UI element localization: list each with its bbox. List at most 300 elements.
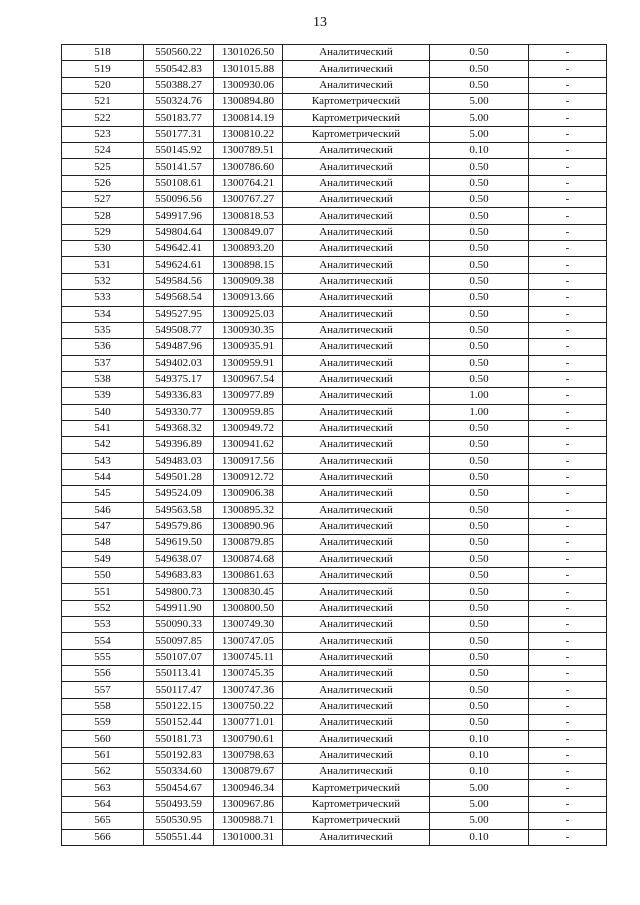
accuracy-cell: 0.50 — [430, 584, 529, 600]
accuracy-cell: 0.50 — [430, 698, 529, 714]
coordinates-table-body — [62, 45, 607, 846]
description-cell: - — [529, 339, 607, 355]
y-coordinate-cell: 1300786.60 — [214, 159, 283, 175]
point-number-cell: 560 — [62, 731, 144, 747]
description-cell: - — [529, 584, 607, 600]
point-number-cell: 563 — [62, 780, 144, 796]
description-cell: - — [529, 486, 607, 502]
table-row — [62, 747, 607, 763]
description-cell: - — [529, 61, 607, 77]
description-cell: - — [529, 747, 607, 763]
accuracy-cell: 1.00 — [430, 388, 529, 404]
method-cell: Картометрический — [283, 110, 430, 126]
method-cell: Аналитический — [283, 829, 430, 845]
x-coordinate-cell: 550096.56 — [144, 192, 214, 208]
x-coordinate-cell: 549330.77 — [144, 404, 214, 420]
y-coordinate-cell: 1300941.62 — [214, 437, 283, 453]
description-cell: - — [529, 698, 607, 714]
point-number-cell: 566 — [62, 829, 144, 845]
accuracy-cell: 0.50 — [430, 371, 529, 387]
method-cell: Аналитический — [283, 584, 430, 600]
x-coordinate-cell: 549683.83 — [144, 568, 214, 584]
method-cell: Аналитический — [283, 322, 430, 338]
table-row — [62, 649, 607, 665]
method-cell: Аналитический — [283, 666, 430, 682]
point-number-cell: 530 — [62, 241, 144, 257]
point-number-cell: 527 — [62, 192, 144, 208]
table-row — [62, 388, 607, 404]
y-coordinate-cell: 1301026.50 — [214, 45, 283, 61]
x-coordinate-cell: 550177.31 — [144, 126, 214, 142]
x-coordinate-cell: 550560.22 — [144, 45, 214, 61]
method-cell: Аналитический — [283, 502, 430, 518]
method-cell: Аналитический — [283, 273, 430, 289]
description-cell: - — [529, 126, 607, 142]
description-cell: - — [529, 143, 607, 159]
table-row — [62, 404, 607, 420]
accuracy-cell: 0.50 — [430, 486, 529, 502]
point-number-cell: 545 — [62, 486, 144, 502]
y-coordinate-cell: 1301015.88 — [214, 61, 283, 77]
y-coordinate-cell: 1300767.27 — [214, 192, 283, 208]
table-row — [62, 61, 607, 77]
description-cell: - — [529, 780, 607, 796]
x-coordinate-cell: 550141.57 — [144, 159, 214, 175]
description-cell: - — [529, 453, 607, 469]
accuracy-cell: 5.00 — [430, 110, 529, 126]
method-cell: Аналитический — [283, 437, 430, 453]
table-row — [62, 339, 607, 355]
table-row — [62, 257, 607, 273]
description-cell: - — [529, 273, 607, 289]
description-cell: - — [529, 420, 607, 436]
accuracy-cell: 0.50 — [430, 715, 529, 731]
x-coordinate-cell: 549483.03 — [144, 453, 214, 469]
accuracy-cell: 0.50 — [430, 61, 529, 77]
accuracy-cell: 0.50 — [430, 649, 529, 665]
table-row — [62, 535, 607, 551]
accuracy-cell: 0.50 — [430, 257, 529, 273]
x-coordinate-cell: 550183.77 — [144, 110, 214, 126]
table-row — [62, 306, 607, 322]
accuracy-cell: 0.50 — [430, 339, 529, 355]
y-coordinate-cell: 1300935.91 — [214, 339, 283, 355]
point-number-cell: 540 — [62, 404, 144, 420]
x-coordinate-cell: 549368.32 — [144, 420, 214, 436]
table-row — [62, 518, 607, 534]
y-coordinate-cell: 1300894.80 — [214, 94, 283, 110]
x-coordinate-cell: 550152.44 — [144, 715, 214, 731]
description-cell: - — [529, 159, 607, 175]
description-cell: - — [529, 404, 607, 420]
accuracy-cell: 5.00 — [430, 94, 529, 110]
method-cell: Аналитический — [283, 682, 430, 698]
description-cell: - — [529, 813, 607, 829]
description-cell: - — [529, 617, 607, 633]
accuracy-cell: 0.50 — [430, 159, 529, 175]
description-cell: - — [529, 371, 607, 387]
x-coordinate-cell: 550454.67 — [144, 780, 214, 796]
point-number-cell: 548 — [62, 535, 144, 551]
x-coordinate-cell: 549336.83 — [144, 388, 214, 404]
method-cell: Аналитический — [283, 568, 430, 584]
accuracy-cell: 0.50 — [430, 437, 529, 453]
x-coordinate-cell: 549375.17 — [144, 371, 214, 387]
description-cell: - — [529, 764, 607, 780]
accuracy-cell: 0.50 — [430, 273, 529, 289]
description-cell: - — [529, 110, 607, 126]
method-cell: Аналитический — [283, 453, 430, 469]
y-coordinate-cell: 1300895.32 — [214, 502, 283, 518]
point-number-cell: 529 — [62, 224, 144, 240]
point-number-cell: 561 — [62, 747, 144, 763]
accuracy-cell: 0.50 — [430, 241, 529, 257]
table-row — [62, 469, 607, 485]
accuracy-cell: 0.50 — [430, 453, 529, 469]
table-row — [62, 45, 607, 61]
description-cell: - — [529, 77, 607, 93]
method-cell: Аналитический — [283, 518, 430, 534]
point-number-cell: 521 — [62, 94, 144, 110]
x-coordinate-cell: 549619.50 — [144, 535, 214, 551]
coordinates-table — [61, 44, 607, 846]
table-row — [62, 780, 607, 796]
point-number-cell: 544 — [62, 469, 144, 485]
y-coordinate-cell: 1300925.03 — [214, 306, 283, 322]
accuracy-cell: 0.50 — [430, 45, 529, 61]
y-coordinate-cell: 1300967.54 — [214, 371, 283, 387]
method-cell: Аналитический — [283, 241, 430, 257]
y-coordinate-cell: 1300764.21 — [214, 175, 283, 191]
accuracy-cell: 0.50 — [430, 666, 529, 682]
table-row — [62, 698, 607, 714]
method-cell: Аналитический — [283, 257, 430, 273]
method-cell: Картометрический — [283, 813, 430, 829]
x-coordinate-cell: 549568.54 — [144, 290, 214, 306]
table-row — [62, 192, 607, 208]
y-coordinate-cell: 1300750.22 — [214, 698, 283, 714]
description-cell: - — [529, 192, 607, 208]
table-row — [62, 764, 607, 780]
y-coordinate-cell: 1300747.36 — [214, 682, 283, 698]
table-row — [62, 290, 607, 306]
table-row — [62, 584, 607, 600]
accuracy-cell: 0.50 — [430, 355, 529, 371]
description-cell: - — [529, 208, 607, 224]
method-cell: Аналитический — [283, 486, 430, 502]
y-coordinate-cell: 1300745.11 — [214, 649, 283, 665]
table-row — [62, 682, 607, 698]
description-cell: - — [529, 731, 607, 747]
description-cell: - — [529, 257, 607, 273]
point-number-cell: 556 — [62, 666, 144, 682]
point-number-cell: 549 — [62, 551, 144, 567]
table-row — [62, 94, 607, 110]
method-cell: Аналитический — [283, 731, 430, 747]
method-cell: Аналитический — [283, 747, 430, 763]
table-row — [62, 502, 607, 518]
accuracy-cell: 0.50 — [430, 306, 529, 322]
x-coordinate-cell: 550530.95 — [144, 813, 214, 829]
y-coordinate-cell: 1301000.31 — [214, 829, 283, 845]
accuracy-cell: 0.50 — [430, 420, 529, 436]
y-coordinate-cell: 1300988.71 — [214, 813, 283, 829]
point-number-cell: 528 — [62, 208, 144, 224]
table-row — [62, 813, 607, 829]
y-coordinate-cell: 1300890.96 — [214, 518, 283, 534]
description-cell: - — [529, 568, 607, 584]
accuracy-cell: 5.00 — [430, 780, 529, 796]
x-coordinate-cell: 549563.58 — [144, 502, 214, 518]
description-cell: - — [529, 715, 607, 731]
y-coordinate-cell: 1300849.07 — [214, 224, 283, 240]
accuracy-cell: 0.50 — [430, 77, 529, 93]
description-cell: - — [529, 306, 607, 322]
accuracy-cell: 5.00 — [430, 813, 529, 829]
point-number-cell: 531 — [62, 257, 144, 273]
description-cell: - — [529, 290, 607, 306]
accuracy-cell: 0.50 — [430, 208, 529, 224]
accuracy-cell: 5.00 — [430, 796, 529, 812]
point-number-cell: 535 — [62, 322, 144, 338]
y-coordinate-cell: 1300977.89 — [214, 388, 283, 404]
description-cell: - — [529, 241, 607, 257]
page-number: 13 — [313, 15, 327, 30]
method-cell: Аналитический — [283, 159, 430, 175]
table-row — [62, 224, 607, 240]
x-coordinate-cell: 549624.61 — [144, 257, 214, 273]
description-cell: - — [529, 796, 607, 812]
y-coordinate-cell: 1300946.34 — [214, 780, 283, 796]
point-number-cell: 524 — [62, 143, 144, 159]
method-cell: Аналитический — [283, 535, 430, 551]
x-coordinate-cell: 549804.64 — [144, 224, 214, 240]
method-cell: Аналитический — [283, 45, 430, 61]
y-coordinate-cell: 1300771.01 — [214, 715, 283, 731]
point-number-cell: 538 — [62, 371, 144, 387]
y-coordinate-cell: 1300913.66 — [214, 290, 283, 306]
accuracy-cell: 1.00 — [430, 404, 529, 420]
point-number-cell: 551 — [62, 584, 144, 600]
y-coordinate-cell: 1300861.63 — [214, 568, 283, 584]
table-row — [62, 241, 607, 257]
description-cell: - — [529, 649, 607, 665]
table-row — [62, 77, 607, 93]
accuracy-cell: 0.50 — [430, 469, 529, 485]
table-row — [62, 600, 607, 616]
point-number-cell: 562 — [62, 764, 144, 780]
y-coordinate-cell: 1300789.51 — [214, 143, 283, 159]
method-cell: Аналитический — [283, 404, 430, 420]
x-coordinate-cell: 550551.44 — [144, 829, 214, 845]
table-row — [62, 486, 607, 502]
method-cell: Аналитический — [283, 175, 430, 191]
accuracy-cell: 0.50 — [430, 551, 529, 567]
method-cell: Аналитический — [283, 192, 430, 208]
x-coordinate-cell: 550145.92 — [144, 143, 214, 159]
table-row — [62, 437, 607, 453]
y-coordinate-cell: 1300810.22 — [214, 126, 283, 142]
method-cell: Картометрический — [283, 780, 430, 796]
accuracy-cell: 0.50 — [430, 518, 529, 534]
table-row — [62, 322, 607, 338]
accuracy-cell: 0.50 — [430, 535, 529, 551]
y-coordinate-cell: 1300749.30 — [214, 617, 283, 633]
accuracy-cell: 0.50 — [430, 633, 529, 649]
table-row — [62, 715, 607, 731]
y-coordinate-cell: 1300747.05 — [214, 633, 283, 649]
x-coordinate-cell: 550090.33 — [144, 617, 214, 633]
point-number-cell: 522 — [62, 110, 144, 126]
y-coordinate-cell: 1300959.91 — [214, 355, 283, 371]
point-number-cell: 559 — [62, 715, 144, 731]
point-number-cell: 519 — [62, 61, 144, 77]
accuracy-cell: 0.50 — [430, 568, 529, 584]
y-coordinate-cell: 1300879.85 — [214, 535, 283, 551]
x-coordinate-cell: 549642.41 — [144, 241, 214, 257]
point-number-cell: 546 — [62, 502, 144, 518]
description-cell: - — [529, 355, 607, 371]
point-number-cell: 542 — [62, 437, 144, 453]
y-coordinate-cell: 1300917.56 — [214, 453, 283, 469]
method-cell: Аналитический — [283, 388, 430, 404]
point-number-cell: 523 — [62, 126, 144, 142]
point-number-cell: 558 — [62, 698, 144, 714]
table-row — [62, 273, 607, 289]
x-coordinate-cell: 550334.60 — [144, 764, 214, 780]
table-row — [62, 731, 607, 747]
accuracy-cell: 0.50 — [430, 600, 529, 616]
y-coordinate-cell: 1300898.15 — [214, 257, 283, 273]
point-number-cell: 536 — [62, 339, 144, 355]
y-coordinate-cell: 1300959.85 — [214, 404, 283, 420]
description-cell: - — [529, 682, 607, 698]
x-coordinate-cell: 549584.56 — [144, 273, 214, 289]
accuracy-cell: 5.00 — [430, 126, 529, 142]
method-cell: Аналитический — [283, 764, 430, 780]
x-coordinate-cell: 549527.95 — [144, 306, 214, 322]
y-coordinate-cell: 1300967.86 — [214, 796, 283, 812]
x-coordinate-cell: 549638.07 — [144, 551, 214, 567]
method-cell: Аналитический — [283, 224, 430, 240]
x-coordinate-cell: 549501.28 — [144, 469, 214, 485]
point-number-cell: 537 — [62, 355, 144, 371]
accuracy-cell: 0.50 — [430, 682, 529, 698]
method-cell: Аналитический — [283, 600, 430, 616]
x-coordinate-cell: 550122.15 — [144, 698, 214, 714]
method-cell: Аналитический — [283, 715, 430, 731]
y-coordinate-cell: 1300818.53 — [214, 208, 283, 224]
y-coordinate-cell: 1300790.61 — [214, 731, 283, 747]
point-number-cell: 543 — [62, 453, 144, 469]
table-row — [62, 796, 607, 812]
method-cell: Аналитический — [283, 371, 430, 387]
y-coordinate-cell: 1300930.35 — [214, 322, 283, 338]
accuracy-cell: 0.10 — [430, 829, 529, 845]
table-row — [62, 159, 607, 175]
method-cell: Аналитический — [283, 551, 430, 567]
description-cell: - — [529, 518, 607, 534]
point-number-cell: 552 — [62, 600, 144, 616]
description-cell: - — [529, 45, 607, 61]
x-coordinate-cell: 550493.59 — [144, 796, 214, 812]
method-cell: Аналитический — [283, 290, 430, 306]
accuracy-cell: 0.10 — [430, 764, 529, 780]
x-coordinate-cell: 550117.47 — [144, 682, 214, 698]
y-coordinate-cell: 1300814.19 — [214, 110, 283, 126]
x-coordinate-cell: 549800.73 — [144, 584, 214, 600]
point-number-cell: 555 — [62, 649, 144, 665]
accuracy-cell: 0.10 — [430, 143, 529, 159]
point-number-cell: 541 — [62, 420, 144, 436]
method-cell: Аналитический — [283, 617, 430, 633]
y-coordinate-cell: 1300879.67 — [214, 764, 283, 780]
table-row — [62, 568, 607, 584]
table-row — [62, 420, 607, 436]
method-cell: Картометрический — [283, 796, 430, 812]
y-coordinate-cell: 1300798.63 — [214, 747, 283, 763]
point-number-cell: 518 — [62, 45, 144, 61]
x-coordinate-cell: 550181.73 — [144, 731, 214, 747]
point-number-cell: 525 — [62, 159, 144, 175]
method-cell: Аналитический — [283, 143, 430, 159]
description-cell: - — [529, 600, 607, 616]
x-coordinate-cell: 549917.96 — [144, 208, 214, 224]
table-row — [62, 355, 607, 371]
description-cell: - — [529, 388, 607, 404]
point-number-cell: 553 — [62, 617, 144, 633]
method-cell: Картометрический — [283, 94, 430, 110]
x-coordinate-cell: 549524.09 — [144, 486, 214, 502]
x-coordinate-cell: 550324.76 — [144, 94, 214, 110]
x-coordinate-cell: 550192.83 — [144, 747, 214, 763]
x-coordinate-cell: 549508.77 — [144, 322, 214, 338]
description-cell: - — [529, 633, 607, 649]
method-cell: Аналитический — [283, 208, 430, 224]
method-cell: Аналитический — [283, 339, 430, 355]
table-row — [62, 208, 607, 224]
point-number-cell: 565 — [62, 813, 144, 829]
description-cell: - — [529, 322, 607, 338]
y-coordinate-cell: 1300893.20 — [214, 241, 283, 257]
accuracy-cell: 0.50 — [430, 175, 529, 191]
accuracy-cell: 0.50 — [430, 502, 529, 518]
x-coordinate-cell: 550108.61 — [144, 175, 214, 191]
description-cell: - — [529, 469, 607, 485]
x-coordinate-cell: 550107.07 — [144, 649, 214, 665]
method-cell: Картометрический — [283, 126, 430, 142]
description-cell: - — [529, 437, 607, 453]
description-cell: - — [529, 502, 607, 518]
y-coordinate-cell: 1300949.72 — [214, 420, 283, 436]
accuracy-cell: 0.50 — [430, 192, 529, 208]
table-row — [62, 551, 607, 567]
accuracy-cell: 0.50 — [430, 617, 529, 633]
accuracy-cell: 0.50 — [430, 290, 529, 306]
y-coordinate-cell: 1300930.06 — [214, 77, 283, 93]
accuracy-cell: 0.50 — [430, 224, 529, 240]
point-number-cell: 564 — [62, 796, 144, 812]
y-coordinate-cell: 1300906.38 — [214, 486, 283, 502]
table-row — [62, 617, 607, 633]
method-cell: Аналитический — [283, 420, 430, 436]
method-cell: Аналитический — [283, 698, 430, 714]
x-coordinate-cell: 549911.90 — [144, 600, 214, 616]
point-number-cell: 557 — [62, 682, 144, 698]
table-row — [62, 175, 607, 191]
description-cell: - — [529, 94, 607, 110]
table-row — [62, 633, 607, 649]
